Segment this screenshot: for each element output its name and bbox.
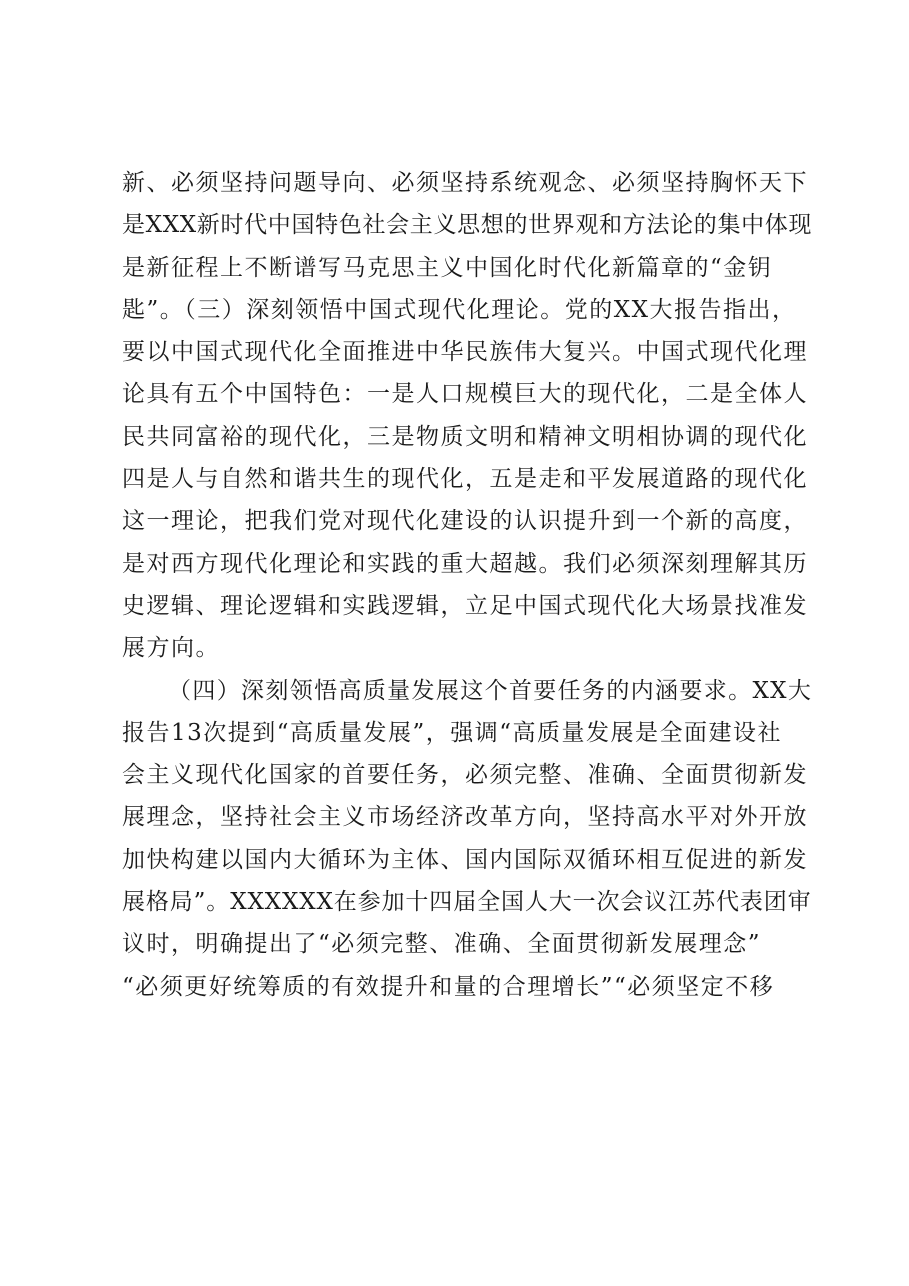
text-line: 民共同富裕的现代化，三是物质文明和精神文明相协调的现代化: [122, 423, 808, 450]
text-line: 报告13次提到“高质量发展”，强调“高质量发展是全面建设社: [122, 719, 783, 746]
text-line: 是对西方现代化理论和实践的重大超越。我们必须深刻理解其历: [122, 550, 808, 577]
text-line: 要以中国式现代化全面推进中华民族伟大复兴。中国式现代化理: [122, 339, 808, 366]
text-line: 展格局”。XXXXXX在参加十四届全国人大一次会议江苏代表团审: [122, 889, 812, 916]
text-line: 匙”。（三）深刻领悟中国式现代化理论。党的XX大报告指出，: [122, 296, 797, 323]
text-line: 会主义现代化国家的首要任务，必须完整、准确、全面贯彻新发: [122, 762, 808, 789]
text-line: 展方向。: [122, 635, 220, 662]
body-text: [122, 162, 812, 1008]
text-line: “必须更好统筹质的有效提升和量的合理增长”“必须坚定不移: [122, 973, 775, 1000]
text-line: 这一理论，把我们党对现代化建设的认识提升到一个新的高度，: [122, 508, 808, 535]
text-line: 展理念，坚持社会主义市场经济改革方向，坚持高水平对外开放: [122, 804, 808, 831]
text-line: 议时，明确提出了“必须完整、准确、全面贯彻新发展理念”: [122, 931, 762, 958]
text-line: 论具有五个中国特色：一是人口规模巨大的现代化，二是全体人: [122, 381, 808, 408]
text-line: 是新征程上不断谱写马克思主义中国化时代化新篇章的“金钥: [122, 254, 773, 281]
text-line: 史逻辑、理论逻辑和实践逻辑，立足中国式现代化大场景找准发: [122, 592, 808, 619]
text-line: 加快构建以国内大循环为主体、国内国际双循环相互促进的新发: [122, 846, 808, 873]
text-line: 新、必须坚持问题导向、必须坚持系统观念、必须坚持胸怀天下: [122, 170, 808, 196]
text-line: （四）深刻领悟高质量发展这个首要任务的内涵要求。XX大: [168, 677, 813, 704]
text-line: 四是人与自然和谐共生的现代化，五是走和平发展道路的现代化: [122, 466, 808, 493]
text-line: 是XXX新时代中国特色社会主义思想的世界观和方法论的集中体现: [122, 212, 813, 239]
